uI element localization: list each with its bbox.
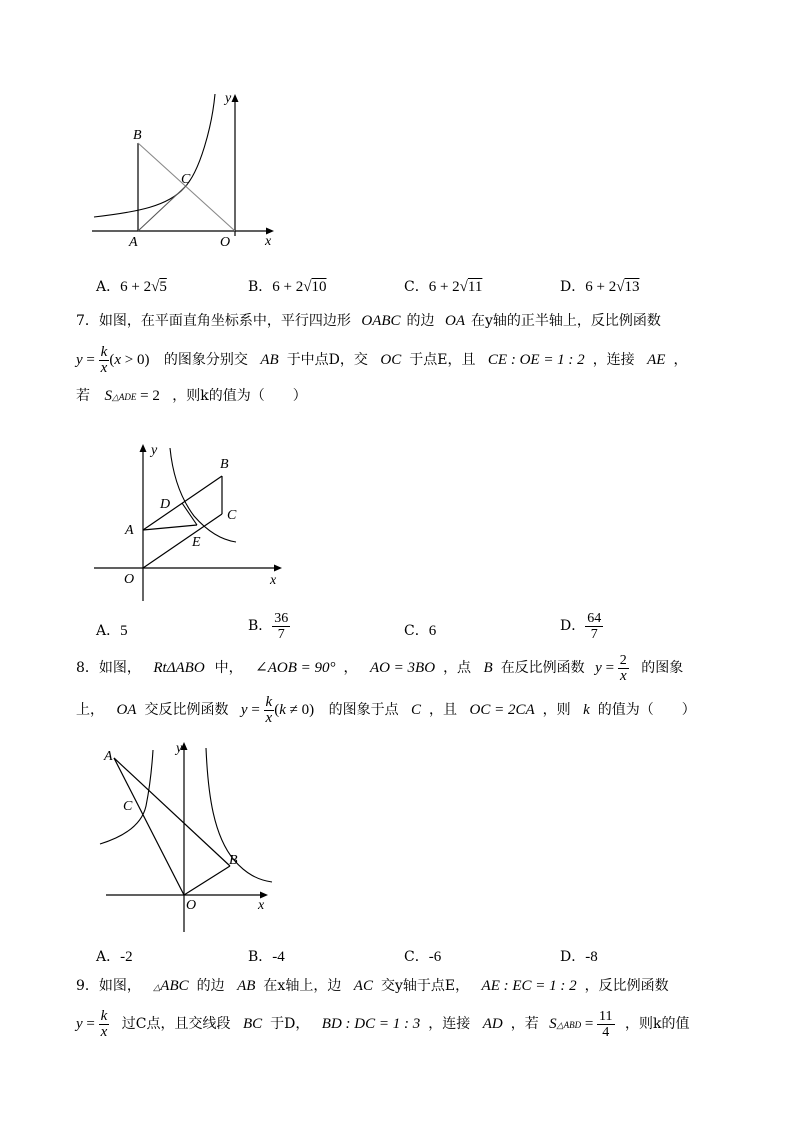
q6-label-x: x [265,234,272,249]
q7-label-A: A [125,523,134,538]
q6-label-B: B [133,128,142,143]
q7-segment-DE [182,503,197,525]
q7-label-D: D [160,497,171,512]
q8-label-B: B [229,853,238,868]
q6-y-arrow [232,94,239,102]
q7-option-b: B． $\frac{36}{7}$ [248,610,289,642]
q8-line-2: 上， OA 交反比例函数 y = $\frac{k}{x}$ (k ≠ 0) 的图象于点 C ，且 OC = 2CA ，则 k 的值为（ ） [76,693,696,726]
q8-option-d: D．-8 [560,949,598,965]
q7-label-C: C [227,508,237,523]
q6-hyperbola [94,94,215,217]
q6-label-O: O [220,235,231,250]
q9-line-2: y = $\frac{k}{x}$ 过C点，且交线段 BC 于D， BD : DC = 1 : 3 ，连接 AD ，若 S△ABD = $\frac{11}{4}$ ，则k的值 [76,1007,690,1040]
q8-label-O: O [186,898,197,913]
q8-hyperbola-positive [206,748,272,882]
q8-label-C: C [123,799,133,814]
q7-label-B: B [220,457,229,472]
q8-option-c: C．-6 [404,949,442,965]
q7-x-arrow [274,565,282,572]
q6-label-C: C [181,172,191,187]
q6-figure [88,86,288,250]
q6-label-y: y [225,91,232,106]
q8-option-b: B．-4 [248,949,285,965]
q8-option-a: A．-2 [96,949,133,965]
q8-figure [96,736,286,936]
q7-line-1: 7．如图，在平面直角坐标系中，平行四边形 OABC 的边 OA 在y轴的正半轴上，反比例函数 [76,313,661,329]
q6-option-b: B．6 + 2√10 [248,279,327,295]
q7-label-E: E [192,535,201,550]
q7-figure [90,438,290,608]
q8-label-y: y [176,741,183,756]
q7-label-y: y [151,443,158,458]
q7-option-c: C．6 [404,623,437,639]
q6-option-c: C．6 + 2√11 [404,279,483,295]
q6-option-d: D．6 + 2√13 [560,279,640,295]
q7-option-d: D． $\frac{64}{7}$ [560,610,602,642]
q7-y-arrow [140,444,147,452]
q8-segment-AO [114,758,184,895]
q7-line-3: 若 S△ADE = 2 ，则k的值为（ ） [76,388,307,404]
q7-label-x: x [270,573,277,588]
q8-label-x: x [258,898,265,913]
q7-option-a: A．5 [96,623,128,639]
q8-hyperbola-negative [100,750,153,844]
q7-line-2: y = $\frac{k}{x}$ (x > 0) 的图象分别交 AB 于中点D，交 OC 于点E，且 CE : OE = 1 : 2 ，连接 AE ， [76,343,688,376]
q7-label-O: O [124,572,135,587]
q8-label-A: A [104,749,113,764]
q7-segment-AE [143,525,197,530]
q6-label-A: A [129,235,138,250]
q8-line-1: 8．如图， RtΔABO 中， ∠AOB = 90° ， AO = 3BO ，点 B 在反比例函数 y = $\frac{2}{x}$ 的图象 [76,652,684,684]
q6-option-a: A．6 + 2√5 [96,279,167,295]
q8-segment-OB [184,866,230,895]
q9-line-1: 9．如图， △ABC 的边 AB 在x轴上，边 AC 交y轴于点E， AE : EC = 1 : 2 ，反比例函数 [76,978,669,994]
